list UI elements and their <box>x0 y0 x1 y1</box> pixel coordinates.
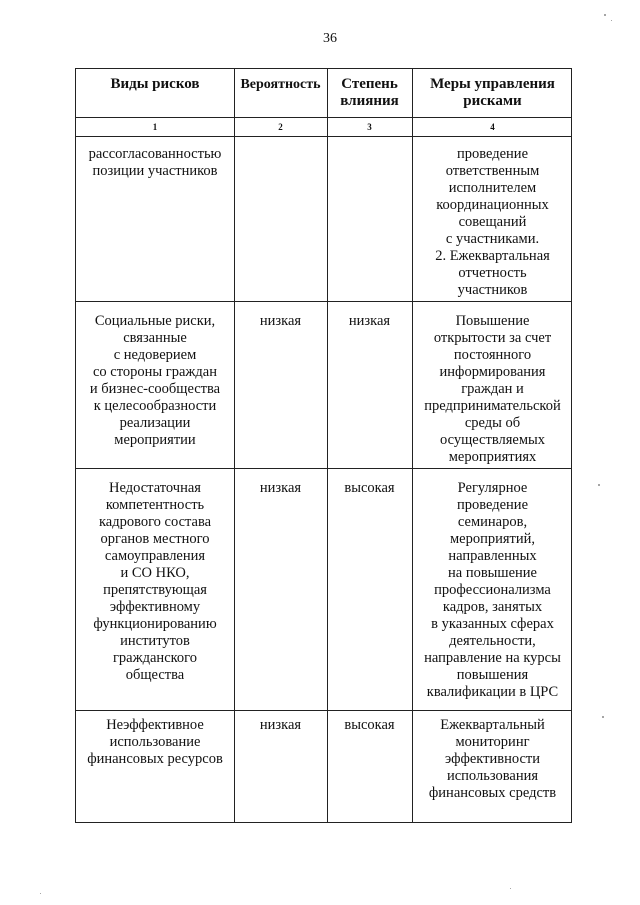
header-impact: Степень влияния <box>340 76 399 109</box>
measures-cell: Регулярное проведение семинаров, мероприятий, направленных на повышение профессионализма кадров, занятых в указанных сферах деятельности, направление на курсы повышения квалификации в ЦРС <box>424 480 561 700</box>
risk-type-cell: рассогласованностью позиции участников <box>88 146 222 179</box>
scan-speck <box>510 888 511 889</box>
row-divider <box>76 710 571 711</box>
column-number: 2 <box>278 122 283 132</box>
risk-type-cell: Социальные риски, связанные с недоверием со стороны граждан и бизнес-сообщества к целесообразности реализации мероприятии <box>89 313 221 448</box>
measures-cell: проведение ответственным исполнителем координационных совещаний с участниками. 2. Ежеквартальная отчетность участников <box>435 146 550 298</box>
probability-cell: низкая <box>259 480 302 496</box>
scan-speck <box>602 716 604 718</box>
scan-speck <box>604 14 606 16</box>
column-divider <box>327 69 328 822</box>
scan-speck <box>40 893 41 894</box>
number-row-divider <box>76 136 571 137</box>
page-number: 36 <box>323 31 337 46</box>
risk-type-cell: Недостаточная компетентность кадрового состава органов местного самоуправления и СО НКО, препятствующая эффективному функционированию институтов гражданского общества <box>93 480 217 683</box>
column-number: 4 <box>490 122 495 132</box>
row-divider <box>76 468 571 469</box>
impact-cell: высокая <box>344 480 395 496</box>
scan-speck <box>611 20 612 21</box>
measures-cell: Ежеквартальный мониторинг эффективности использования финансовых средств <box>428 717 557 801</box>
risk-type-cell: Неэффективное использование финансовых ресурсов <box>87 717 223 767</box>
impact-cell: низкая <box>348 313 391 329</box>
column-number: 1 <box>152 122 158 132</box>
row-divider <box>76 301 571 302</box>
column-divider <box>234 69 235 822</box>
column-number: 3 <box>367 122 372 132</box>
risk-table <box>75 68 572 823</box>
header-probability: Вероятность <box>240 77 321 92</box>
header-risk-type: Виды рисков <box>110 76 200 92</box>
header-divider <box>76 117 571 118</box>
header-measures: Меры управления рисками <box>430 76 555 109</box>
probability-cell: низкая <box>259 717 302 733</box>
probability-cell: низкая <box>259 313 302 329</box>
measures-cell: Повышение открытости за счет постоянного информирования граждан и предпринимательской среды об осуществляемых мероприятиях <box>424 313 561 465</box>
impact-cell: высокая <box>344 717 395 733</box>
scan-speck <box>598 484 600 486</box>
